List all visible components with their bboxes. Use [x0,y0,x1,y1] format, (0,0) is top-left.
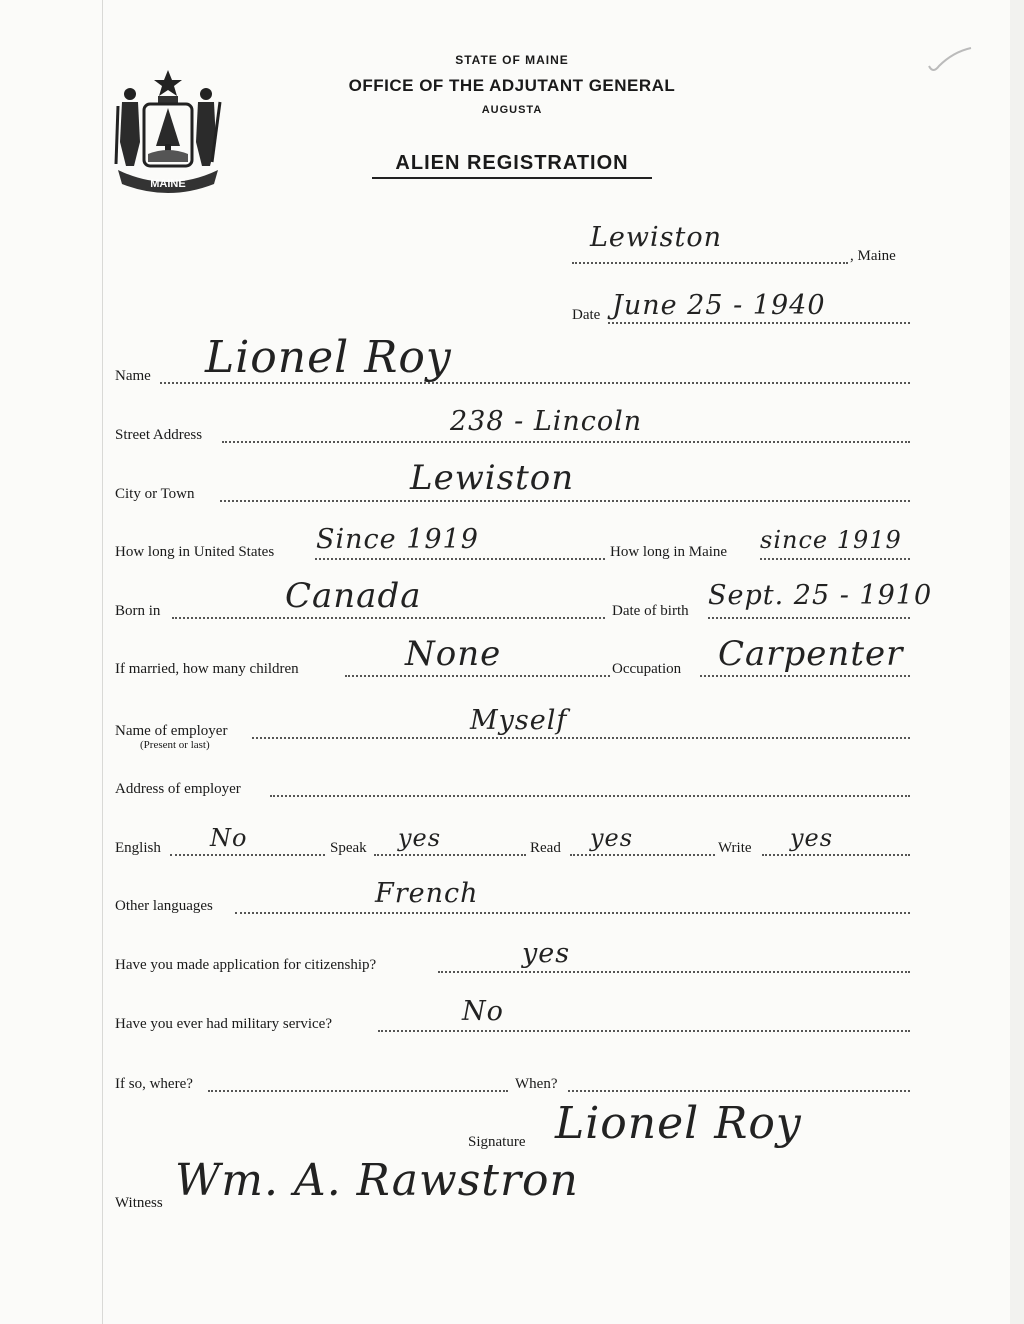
maine-duration-line [760,558,910,560]
occupation-value: Carpenter [718,634,904,674]
languages-value: French [375,878,479,909]
born-line [172,617,605,619]
name-value: Lionel Roy [205,332,452,383]
maine-duration-value: since 1919 [760,526,902,554]
read-value: yes [590,824,634,852]
when-line [568,1090,910,1092]
citizenship-label: Have you made application for citizenship? [115,957,377,973]
citizenship-value: yes [522,938,571,969]
military-label: Have you ever had military service? [115,1016,332,1032]
street-label: Street Address [115,427,203,443]
occupation-line [700,675,910,677]
english-label: English [115,840,161,856]
us-duration-label: How long in United States [115,544,275,560]
witness-value: Wm. A. Rawstron [175,1155,579,1206]
write-value: yes [790,824,834,852]
read-label: Read [530,840,561,856]
witness-label: Witness [115,1195,163,1211]
seal-ribbon-text: MAINE [150,178,186,190]
name-label: Name [115,368,151,384]
citizenship-line [438,971,910,973]
speak-label: Speak [330,840,367,856]
place-value: Lewiston [590,222,723,253]
place-suffix: , Maine [850,248,896,264]
signature-value: Lionel Roy [555,1098,802,1149]
military-line [378,1030,910,1032]
title-underline [372,177,652,179]
children-line [345,675,610,677]
languages-label: Other languages [115,898,213,914]
us-duration-line [315,558,605,560]
city-label: City or Town [115,486,195,502]
children-label: If married, how many children [115,661,299,677]
dob-value: Sept. 25 - 1910 [708,580,933,611]
military-value: No [462,996,504,1027]
born-label: Born in [115,603,161,619]
born-value: Canada [285,576,422,616]
city-line [220,500,910,502]
header-state: STATE OF MAINE [455,53,569,67]
employer-sublabel: (Present or last) [140,739,210,751]
write-line [762,854,910,856]
page-left-border [102,0,103,1324]
dob-label: Date of birth [612,603,689,619]
english-value: No [210,824,248,852]
where-line [208,1090,508,1092]
date-line [608,322,910,324]
maine-duration-label: How long in Maine [610,544,728,560]
date-value: June 25 - 1940 [612,290,826,321]
speak-line [374,854,526,856]
employer-address-label: Address of employer [115,781,241,797]
employer-label: Name of employer [115,723,228,739]
street-line [222,441,910,443]
when-label: When? [515,1076,558,1092]
header-city: AUGUSTA [481,104,543,116]
languages-line [235,912,910,914]
form-title: ALIEN REGISTRATION [395,152,629,174]
read-line [570,854,715,856]
us-duration-value: Since 1919 [316,524,479,555]
occupation-label: Occupation [612,661,682,677]
street-value: 238 - Lincoln [450,406,643,437]
employer-value: Myself [470,705,568,736]
employer-line [252,737,910,739]
page-right-edge [1010,0,1024,1324]
speak-value: yes [398,824,442,852]
date-label: Date [572,307,601,323]
signature-label: Signature [468,1134,526,1150]
dob-line [708,617,910,619]
employer-address-line [270,795,910,797]
place-line [572,262,848,264]
where-label: If so, where? [115,1076,193,1092]
children-value: None [405,634,502,674]
english-line [170,854,325,856]
city-value: Lewiston [410,458,575,498]
header-office: OFFICE OF THE ADJUTANT GENERAL [348,76,676,95]
write-label: Write [718,840,752,856]
